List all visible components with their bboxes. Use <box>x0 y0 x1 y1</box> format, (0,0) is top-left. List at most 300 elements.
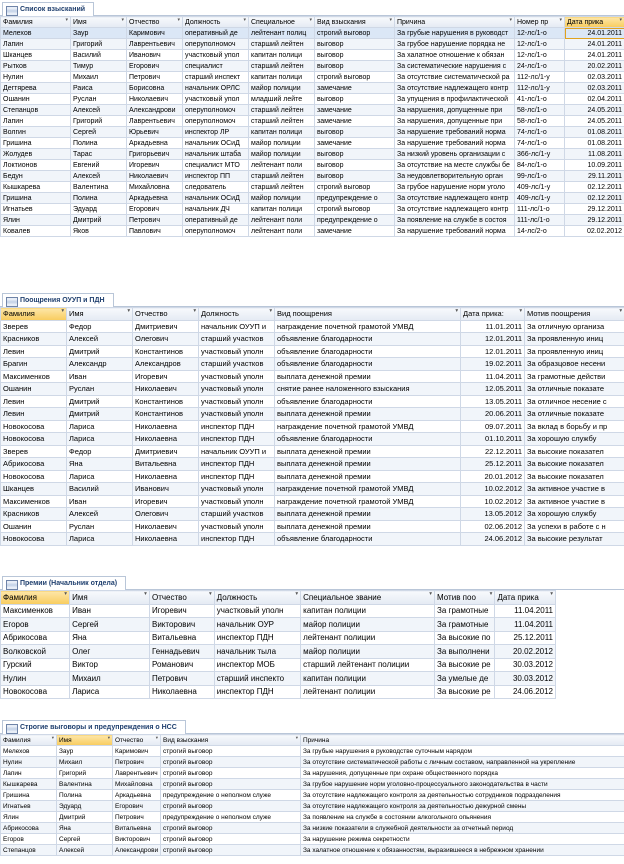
table-cell[interactable]: За появление на службе в состоя <box>395 215 515 226</box>
table-row[interactable] <box>1 149 624 160</box>
column-header[interactable]: Отчество ▾ <box>149 591 214 605</box>
table-cell[interactable]: За успехи в работе с н <box>525 520 624 533</box>
table-cell[interactable]: Яна <box>67 458 133 471</box>
table-row[interactable] <box>1 533 624 546</box>
table-cell[interactable]: Василий <box>67 483 133 496</box>
table-cell[interactable]: объявление благодарности <box>275 333 461 346</box>
table-cell[interactable]: За высокие ре <box>435 685 495 699</box>
table-cell[interactable]: 24.05.2011 <box>565 116 624 127</box>
table-cell[interactable]: Игоревич <box>133 495 199 508</box>
table-cell[interactable]: Новокосова <box>1 470 67 483</box>
table-cell[interactable]: 12.01.2011 <box>461 345 525 358</box>
table-cell[interactable]: Жолудев <box>1 149 71 160</box>
table-cell[interactable]: Новокосова <box>1 685 70 699</box>
table-cell[interactable]: участковый уполн <box>199 408 275 421</box>
table-cell[interactable]: Каримович <box>113 746 161 757</box>
table-row[interactable] <box>1 645 556 659</box>
table-cell[interactable]: строгий выговор <box>161 768 301 779</box>
table-cell[interactable]: Абрикосова <box>1 823 57 834</box>
table-cell[interactable]: выговор <box>315 50 395 61</box>
table-cell[interactable]: Егоров <box>1 618 70 632</box>
table-row[interactable] <box>1 358 624 371</box>
table-cell[interactable]: старший инспекто <box>214 672 300 686</box>
table-cell[interactable]: 13.05.2012 <box>461 508 525 521</box>
table-cell[interactable]: выплата денежной премии <box>275 370 461 383</box>
table-cell[interactable]: За отсутствие надлежащего контр <box>395 204 515 215</box>
table-cell[interactable]: За грамотные <box>435 604 495 618</box>
table-cell[interactable]: Егорович <box>127 61 183 72</box>
table-cell[interactable]: 74-лс/1-о <box>515 127 565 138</box>
table-cell[interactable]: старший лейтен <box>249 171 315 182</box>
table-cell[interactable]: Михайловна <box>127 182 183 193</box>
table-cell[interactable]: капитан полици <box>249 72 315 83</box>
table-cell[interactable]: награждение почетной грамотой УМВД <box>275 495 461 508</box>
table-cell[interactable]: Александрови <box>113 845 161 856</box>
table-cell[interactable]: предупреждение о <box>315 193 395 204</box>
column-header[interactable]: Вид взыскания ▾ <box>315 17 395 28</box>
table-row[interactable] <box>1 631 556 645</box>
table-cell[interactable]: За отличную организа <box>525 320 624 333</box>
table-cell[interactable]: За грубое нарушение норм уголо <box>395 182 515 193</box>
table-cell[interactable]: Витальевна <box>133 458 199 471</box>
table-cell[interactable]: выговор <box>315 127 395 138</box>
table-row[interactable] <box>1 618 556 632</box>
table-cell[interactable]: Кышкарева <box>1 182 71 193</box>
column-header[interactable]: Должность ▾ <box>199 308 275 321</box>
column-header[interactable]: Причина ▾ <box>301 735 624 746</box>
table-cell[interactable]: 11.04.2011 <box>495 618 556 632</box>
table-cell[interactable]: старший инспект <box>183 72 249 83</box>
table-cell[interactable]: Яна <box>57 823 113 834</box>
table-row[interactable] <box>1 823 624 834</box>
table-cell[interactable]: Игоревич <box>149 604 214 618</box>
table-cell[interactable]: Лапин <box>1 116 71 127</box>
table-cell[interactable]: 24.06.2012 <box>495 685 556 699</box>
table-cell[interactable]: Дегтярева <box>1 83 71 94</box>
table-cell[interactable]: За грубые нарушения в руководст <box>395 28 515 39</box>
table-row[interactable] <box>1 171 624 182</box>
table-row[interactable] <box>1 495 624 508</box>
table-cell[interactable]: Дмитрий <box>71 215 127 226</box>
column-header[interactable]: Фамилия ▾ <box>1 735 57 746</box>
table-row[interactable] <box>1 812 624 823</box>
table-cell[interactable]: инспектор ПДН <box>214 631 300 645</box>
column-header[interactable]: Имя ▾ <box>57 735 113 746</box>
table-cell[interactable]: 09.07.2011 <box>461 420 525 433</box>
table-cell[interactable]: Раиса <box>71 83 127 94</box>
table-cell[interactable]: Аркадьевна <box>113 790 161 801</box>
table-cell[interactable]: Борисовна <box>127 83 183 94</box>
table-cell[interactable]: 24.06.2012 <box>461 533 525 546</box>
table-cell[interactable]: участковый упол <box>183 94 249 105</box>
table-cell[interactable]: выплата денежной премии <box>275 445 461 458</box>
table-cell[interactable]: Волгин <box>1 127 71 138</box>
table-cell[interactable]: 24.01.2011 <box>565 28 624 39</box>
table-cell[interactable]: Новокосова <box>1 420 67 433</box>
table-cell[interactable]: 99-лс/1-о <box>515 171 565 182</box>
column-header[interactable]: Номер пр ▾ <box>515 17 565 28</box>
table-cell[interactable]: За проявленную иниц <box>525 345 624 358</box>
table-cell[interactable]: 11.08.2011 <box>565 149 624 160</box>
table-row[interactable] <box>1 116 624 127</box>
table-cell[interactable]: выплата денежной премии <box>275 470 461 483</box>
table-cell[interactable]: 112-лс/1-у <box>515 72 565 83</box>
table-cell[interactable]: майор полиции <box>301 645 435 659</box>
table-cell[interactable]: 11.01.2011 <box>461 320 525 333</box>
table-cell[interactable]: начальник ОУР <box>214 618 300 632</box>
table-row[interactable] <box>1 204 624 215</box>
table-cell[interactable]: объявление благодарности <box>275 345 461 358</box>
table-row[interactable] <box>1 105 624 116</box>
table-row[interactable] <box>1 50 624 61</box>
table-cell[interactable]: предупреждение о неполном служе <box>161 812 301 823</box>
table-cell[interactable]: Григорий <box>57 768 113 779</box>
table-cell[interactable]: Олегович <box>133 508 199 521</box>
table-cell[interactable]: Викторович <box>113 834 161 845</box>
table-cell[interactable]: За грубые нарушения в руководстве суточным нарядом <box>301 746 624 757</box>
table-cell[interactable]: капитан полици <box>249 204 315 215</box>
table-cell[interactable]: майор полиции <box>249 83 315 94</box>
table-cell[interactable]: Михайловна <box>113 779 161 790</box>
table-cell[interactable]: Тимур <box>71 61 127 72</box>
table-cell[interactable]: 13.05.2011 <box>461 395 525 408</box>
table-cell[interactable]: Заур <box>71 28 127 39</box>
table-cell[interactable]: За отличные показате <box>525 408 624 421</box>
table-row[interactable] <box>1 470 624 483</box>
column-header[interactable]: Дата прика ▾ <box>495 591 556 605</box>
table-cell[interactable]: Ялин <box>1 812 57 823</box>
table-row[interactable] <box>1 768 624 779</box>
table-cell[interactable]: 19.02.2011 <box>461 358 525 371</box>
table-row[interactable] <box>1 520 624 533</box>
table-cell[interactable]: 58-лс/1-о <box>515 116 565 127</box>
table-cell[interactable]: объявление благодарности <box>275 395 461 408</box>
table-cell[interactable]: Григорий <box>71 39 127 50</box>
table-cell[interactable]: лейтенант полиции <box>301 685 435 699</box>
column-header[interactable]: Специальное звание ▾ <box>301 591 435 605</box>
table-cell[interactable]: специалист <box>183 61 249 72</box>
table-row[interactable] <box>1 345 624 358</box>
table-cell[interactable]: За нарушение режима секретности <box>301 834 624 845</box>
table-row[interactable] <box>1 420 624 433</box>
table-row[interactable] <box>1 333 624 346</box>
column-header[interactable]: Вид взыскания ▾ <box>161 735 301 746</box>
table-cell[interactable]: 02.03.2011 <box>565 72 624 83</box>
table-cell[interactable]: За неудовлетворительную орган <box>395 171 515 182</box>
table-cell[interactable]: лейтенант поли <box>249 160 315 171</box>
table-cell[interactable]: Павлович <box>127 226 183 237</box>
table-row[interactable] <box>1 458 624 471</box>
table-cell[interactable]: Яков <box>71 226 127 237</box>
table-cell[interactable]: участковый уполн <box>214 604 300 618</box>
table-cell[interactable]: 01.08.2011 <box>565 127 624 138</box>
table-cell[interactable]: За отличные показате <box>525 383 624 396</box>
table-cell[interactable]: Николаевна <box>133 533 199 546</box>
table-cell[interactable]: 111-лс/1-о <box>515 204 565 215</box>
table-cell[interactable]: Игоревич <box>127 160 183 171</box>
table-cell[interactable]: Евгений <box>71 160 127 171</box>
table-cell[interactable]: 02.06.2012 <box>461 520 525 533</box>
table-cell[interactable]: Ялин <box>1 215 71 226</box>
table-cell[interactable]: начальник ОУУП и <box>199 445 275 458</box>
column-header[interactable]: Фамилия ▾ <box>1 17 71 28</box>
table-cell[interactable]: оперативный де <box>183 28 249 39</box>
table-cell[interactable]: Иван <box>70 604 150 618</box>
table-cell[interactable]: Аркадьевна <box>127 193 183 204</box>
table-cell[interactable]: Левин <box>1 408 67 421</box>
table-cell[interactable]: 112-лс/1-у <box>515 83 565 94</box>
table-cell[interactable]: За грамотные действи <box>525 370 624 383</box>
table-cell[interactable]: участковый уполн <box>199 395 275 408</box>
table-cell[interactable]: Лапин <box>1 768 57 779</box>
table-cell[interactable]: Ковалев <box>1 226 71 237</box>
table-cell[interactable]: старший лейтен <box>249 61 315 72</box>
table-cell[interactable]: Иван <box>67 370 133 383</box>
table-cell[interactable]: За вклад в борьбу и пр <box>525 420 624 433</box>
table-cell[interactable]: 02.03.2011 <box>565 83 624 94</box>
table-cell[interactable]: 20.02.2011 <box>565 61 624 72</box>
table-cell[interactable]: старший участков <box>199 358 275 371</box>
table-cell[interactable]: Николаевич <box>133 383 199 396</box>
table-cell[interactable]: Николаевна <box>133 433 199 446</box>
table-cell[interactable]: За высокие ре <box>435 658 495 672</box>
table-cell[interactable]: Егорович <box>127 204 183 215</box>
table-row[interactable] <box>1 182 624 193</box>
table-cell[interactable]: старший участков <box>199 508 275 521</box>
table-cell[interactable]: За отсутствие надлежащего контр <box>395 83 515 94</box>
table-row[interactable] <box>1 746 624 757</box>
table-cell[interactable]: Петрович <box>113 812 161 823</box>
table-cell[interactable]: За хорошую службу <box>525 433 624 446</box>
table-cell[interactable]: 25.12.2011 <box>461 458 525 471</box>
table-cell[interactable]: строгий выговор <box>315 204 395 215</box>
table-cell[interactable]: Тарас <box>71 149 127 160</box>
table-cell[interactable]: Григорий <box>71 116 127 127</box>
table-cell[interactable]: Заур <box>57 746 113 757</box>
table-cell[interactable]: Романович <box>149 658 214 672</box>
table-cell[interactable]: За нарушения, допущенные при охране общественного порядка <box>301 768 624 779</box>
table-cell[interactable]: Николаевич <box>127 94 183 105</box>
table-cell[interactable]: Егоров <box>1 834 57 845</box>
table-row[interactable] <box>1 383 624 396</box>
column-header[interactable]: Имя ▾ <box>67 308 133 321</box>
table-cell[interactable]: Абрикосова <box>1 458 67 471</box>
table-cell[interactable]: строгий выговор <box>315 182 395 193</box>
table-cell[interactable]: За нарушения, допущенные при <box>395 116 515 127</box>
table-cell[interactable]: строгий выговор <box>161 779 301 790</box>
table-cell[interactable]: Николаевна <box>149 685 214 699</box>
table-cell[interactable]: оперативный де <box>183 215 249 226</box>
table-cell[interactable]: За систематические нарушения с <box>395 61 515 72</box>
table-cell[interactable]: Левин <box>1 345 67 358</box>
table-cell[interactable]: участковый уполн <box>199 483 275 496</box>
table-cell[interactable]: снятие ранее наложенного взыскания <box>275 383 461 396</box>
column-header[interactable]: Дата прика ▾ <box>565 17 624 28</box>
table-cell[interactable]: выговор <box>315 39 395 50</box>
table-row[interactable] <box>1 445 624 458</box>
table-cell[interactable]: 10.02.2012 <box>461 495 525 508</box>
column-header[interactable]: Дата прика: ▾ <box>461 308 525 321</box>
table-cell[interactable]: Шканцев <box>1 483 67 496</box>
table-cell[interactable]: 02.12.2011 <box>565 182 624 193</box>
table-cell[interactable]: Ошанин <box>1 94 71 105</box>
table-cell[interactable]: Николаевна <box>133 470 199 483</box>
table-cell[interactable]: За отсутствие на месте службы бе <box>395 160 515 171</box>
table-cell[interactable]: 84-лс/1-о <box>515 160 565 171</box>
table-cell[interactable]: Эдуард <box>71 204 127 215</box>
table-cell[interactable]: Геннадьевич <box>149 645 214 659</box>
table-cell[interactable]: Зверев <box>1 445 67 458</box>
table-cell[interactable]: предупреждение о <box>315 215 395 226</box>
table-cell[interactable]: строгий выговор <box>161 845 301 856</box>
table-cell[interactable]: Дмитриевич <box>133 445 199 458</box>
column-header[interactable]: Должность ▾ <box>214 591 300 605</box>
table-cell[interactable]: Александров <box>133 358 199 371</box>
table-cell[interactable]: начальник ОСиД <box>183 193 249 204</box>
table-cell[interactable]: строгий выговор <box>315 28 395 39</box>
table-cell[interactable]: строгий выговор <box>315 72 395 83</box>
table-cell[interactable]: Алексей <box>57 845 113 856</box>
table-row[interactable] <box>1 226 624 237</box>
table-cell[interactable]: За отсутствие систематической работы с личным составом, направленной на укрепление <box>301 757 624 768</box>
table-cell[interactable]: участковый уполн <box>199 345 275 358</box>
table-cell[interactable]: Валентина <box>71 182 127 193</box>
table-cell[interactable]: объявление благодарности <box>275 433 461 446</box>
column-header[interactable]: Должность ▾ <box>183 17 249 28</box>
table-cell[interactable]: капитан полици <box>249 50 315 61</box>
table-cell[interactable]: Егорович <box>113 801 161 812</box>
table-cell[interactable]: За проявленную иниц <box>525 333 624 346</box>
table-cell[interactable]: За упущения в профилактической <box>395 94 515 105</box>
table-cell[interactable]: Полина <box>57 790 113 801</box>
table-cell[interactable]: Сергей <box>70 618 150 632</box>
table-cell[interactable]: Локтионов <box>1 160 71 171</box>
table-cell[interactable]: Николаевич <box>127 171 183 182</box>
table-cell[interactable]: начальник ДЧ <box>183 204 249 215</box>
table-cell[interactable]: следователь <box>183 182 249 193</box>
table-cell[interactable]: Иванович <box>127 50 183 61</box>
table-cell[interactable]: строгий выговор <box>161 746 301 757</box>
table-row[interactable] <box>1 215 624 226</box>
table-cell[interactable]: 366-лс/1-у <box>515 149 565 160</box>
table-cell[interactable]: Полина <box>71 138 127 149</box>
column-header[interactable]: Причина ▾ <box>395 17 515 28</box>
table-cell[interactable]: участковый упол <box>183 50 249 61</box>
table-cell[interactable]: Эдуард <box>57 801 113 812</box>
column-header[interactable]: Фамилия ▾ <box>1 591 70 605</box>
table-cell[interactable]: капитан полиции <box>301 604 435 618</box>
table-cell[interactable]: Игнатьев <box>1 204 71 215</box>
table-cell[interactable]: Кышкарева <box>1 779 57 790</box>
table-cell[interactable]: За нарушение требований норма <box>395 226 515 237</box>
table-cell[interactable]: За халатное отношение к обязан <box>395 50 515 61</box>
table-row[interactable] <box>1 604 556 618</box>
table-cell[interactable]: Витальевна <box>113 823 161 834</box>
table-cell[interactable]: Нулин <box>1 672 70 686</box>
table-cell[interactable]: Лариса <box>67 420 133 433</box>
table-cell[interactable]: Витальевна <box>149 631 214 645</box>
table-row[interactable] <box>1 138 624 149</box>
table-cell[interactable]: Петрович <box>149 672 214 686</box>
table-cell[interactable]: выплата денежной премии <box>275 520 461 533</box>
table-cell[interactable]: Валентина <box>57 779 113 790</box>
table-cell[interactable]: За нарушение требований норма <box>395 138 515 149</box>
table-cell[interactable]: За высокие результат <box>525 533 624 546</box>
table-cell[interactable]: Иван <box>67 495 133 508</box>
table-cell[interactable]: оперуполномоч <box>183 105 249 116</box>
table-cell[interactable]: Игнатьев <box>1 801 57 812</box>
tab-rewards[interactable]: Поощрения ОУУП и ПДН <box>2 293 114 308</box>
table-cell[interactable]: 02.04.2011 <box>565 94 624 105</box>
table-cell[interactable]: За грубое нарушение порядка не <box>395 39 515 50</box>
table-cell[interactable]: 14-лс/2-о <box>515 226 565 237</box>
table-cell[interactable]: За выполнени <box>435 645 495 659</box>
table-cell[interactable]: 10.02.2012 <box>461 483 525 496</box>
table-cell[interactable]: начальник штаба <box>183 149 249 160</box>
table-cell[interactable]: старший лейтен <box>249 105 315 116</box>
table-cell[interactable]: инспектор ПДН <box>199 533 275 546</box>
table-cell[interactable]: начальник ОСиД <box>183 138 249 149</box>
table-cell[interactable]: оперуполномоч <box>183 226 249 237</box>
table-cell[interactable]: строгий выговор <box>161 823 301 834</box>
table-cell[interactable]: Гришина <box>1 790 57 801</box>
table-cell[interactable]: Мелехов <box>1 746 57 757</box>
table-cell[interactable]: капитан полици <box>249 127 315 138</box>
table-cell[interactable]: Гурский <box>1 658 70 672</box>
table-cell[interactable]: 01.08.2011 <box>565 138 624 149</box>
table-cell[interactable]: Алексей <box>71 171 127 182</box>
table-row[interactable] <box>1 160 624 171</box>
table-cell[interactable]: Абрикосова <box>1 631 70 645</box>
table-cell[interactable]: Алексей <box>71 105 127 116</box>
table-cell[interactable]: Руслан <box>71 94 127 105</box>
table-cell[interactable]: За высокие по <box>435 631 495 645</box>
table-cell[interactable]: капитан полиции <box>301 672 435 686</box>
table-cell[interactable]: Красников <box>1 508 67 521</box>
table-cell[interactable]: Григорьевич <box>127 149 183 160</box>
table-cell[interactable]: лейтенант поли <box>249 226 315 237</box>
table-cell[interactable]: награждение почетной грамотой УМВД <box>275 420 461 433</box>
table-row[interactable] <box>1 658 556 672</box>
table-cell[interactable]: 29.12.2011 <box>565 215 624 226</box>
table-cell[interactable]: Лапин <box>1 39 71 50</box>
table-cell[interactable]: За образцовое несени <box>525 358 624 371</box>
table-cell[interactable]: Сергей <box>57 834 113 845</box>
table-cell[interactable]: начальник ОРЛС <box>183 83 249 94</box>
table-cell[interactable]: Лаврентьевич <box>127 116 183 127</box>
table-cell[interactable]: лейтенант полиц <box>249 28 315 39</box>
table-cell[interactable]: Дмитриевич <box>133 320 199 333</box>
table-cell[interactable]: старший лейтен <box>249 39 315 50</box>
table-row[interactable] <box>1 83 624 94</box>
table-cell[interactable]: Левин <box>1 395 67 408</box>
table-cell[interactable]: 24.01.2011 <box>565 50 624 61</box>
column-header[interactable]: Вид поощрения ▾ <box>275 308 461 321</box>
table-cell[interactable]: Сергей <box>71 127 127 138</box>
table-cell[interactable]: За появление на службе в состоянии алкогольного опьянения <box>301 812 624 823</box>
table-cell[interactable]: Мелехов <box>1 28 71 39</box>
table-cell[interactable]: участковый уполн <box>199 383 275 396</box>
table-cell[interactable]: Лариса <box>70 685 150 699</box>
column-header[interactable]: Имя ▾ <box>70 591 150 605</box>
table-cell[interactable]: инспектор ЛР <box>183 127 249 138</box>
table-cell[interactable]: награждение почетной грамотой УМВД <box>275 483 461 496</box>
table-row[interactable] <box>1 94 624 105</box>
table-cell[interactable]: Красников <box>1 333 67 346</box>
table-cell[interactable]: 11.04.2011 <box>495 604 556 618</box>
table-cell[interactable]: 12-лс/1-о <box>515 50 565 61</box>
table-row[interactable] <box>1 672 556 686</box>
